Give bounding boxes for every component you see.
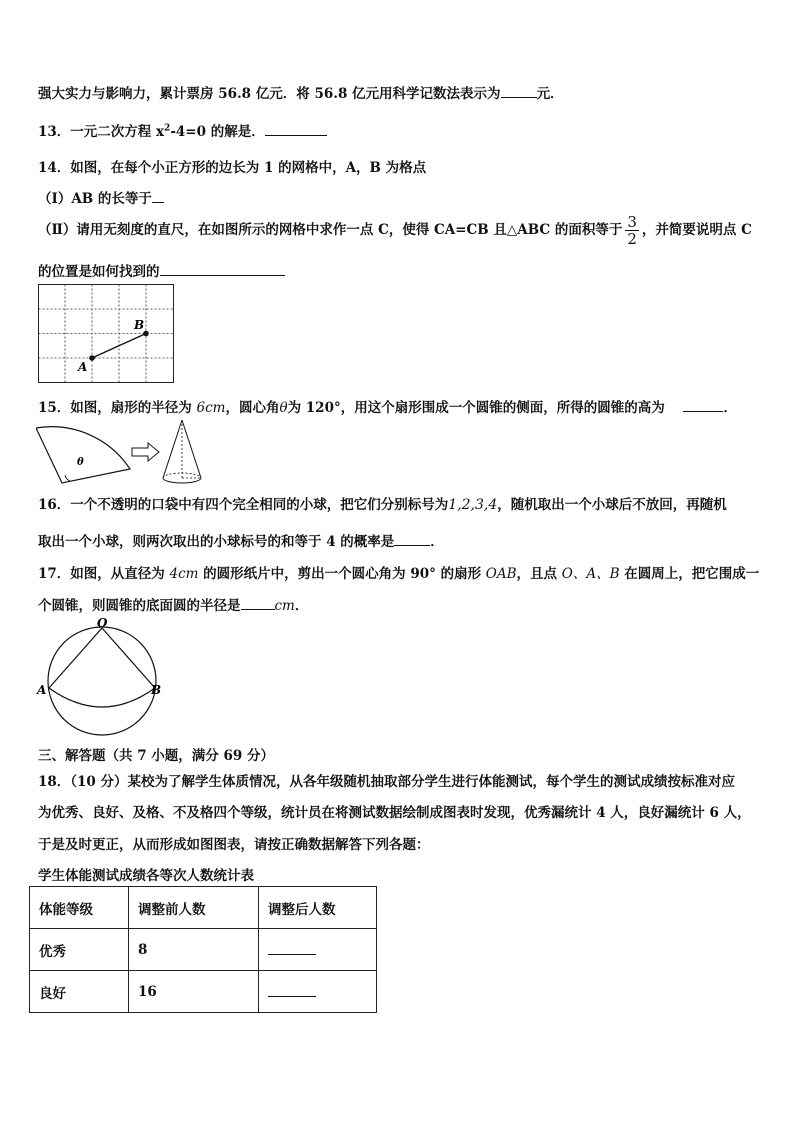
q15-answer-blank[interactable] [683,398,723,412]
label-o: O [97,618,108,630]
q12-text: 强大实力与影响力，累计票房 56.8 亿元．将 56.8 亿元用科学记数法表示为 [38,86,501,102]
arrow-icon [132,443,159,461]
q18-line1: 18．（10 分）某校为了解学生体质情况，从各年级随机抽取部分学生进行体能测试，每个学生的测试成绩按标准对应 [38,774,736,790]
row-before: 8 [129,929,259,971]
q13-exponent: 2 [164,123,171,134]
outer-circle [48,627,156,735]
q17-text-3: ，且点 [516,566,562,582]
q16-text-1: 16．一个不透明的口袋中有四个完全相同的小球，把它们分别标号为 [38,497,449,513]
q15-theta: θ [279,400,288,416]
header-before: 调整前人数 [129,887,259,929]
q14-frac-num: 3 [627,213,637,231]
q13-line [38,120,327,140]
q14-part2-line2-text: 的位置是如何找到的 [38,264,160,280]
q17-text-1: 17．如图，从直径为 [38,566,170,582]
header-after: 调整后人数 [259,887,377,929]
q14-part2-text-end: ，并简要说明点 C [641,222,752,238]
q14-fraction [625,214,639,247]
q14-part2-blank[interactable] [160,262,285,276]
row-after-blank[interactable] [259,971,377,1013]
q17-line2-text: 个圆锥，则圆锥的底面圆的半径是 [38,598,241,614]
table-row [30,929,377,971]
sector-arc [49,688,155,707]
table-header-row [30,887,377,929]
row-level: 优秀 [30,929,129,971]
q13-text-end: -4=0 的解是． [170,124,265,140]
row-before: 16 [129,971,259,1013]
label-b: B [151,683,162,697]
q16-text-2: ，随机取出一个小球后不放回，再随机 [497,497,727,513]
q14-part1-blank[interactable] [152,189,164,203]
q17-sector-name: OAB [485,566,517,582]
q16-line2-text: 取出一个小球，则两次取出的小球标号的和等于 4 的概率是 [38,534,395,550]
section-3-title: 三、解答题（共 7 小题，满分 69 分） [38,748,274,764]
q15-line [38,396,737,416]
q16-answer-blank[interactable] [394,532,430,546]
q17-points: O、A、B [561,566,620,582]
q18-line3: 于是及时更正，从而形成如图图表，请按正确数据解答下列各题： [38,837,430,853]
q16-line2 [38,530,444,550]
q16-labels: 1,2,3,4 [448,497,498,513]
q12-text-end: 元． [536,86,564,102]
stats-table [29,886,377,1013]
header-level: 体能等级 [30,887,129,929]
row-after-blank[interactable] [259,929,377,971]
row-level: 良好 [30,971,129,1013]
q13-text: 13．一元二次方程 x [38,124,165,140]
q15-text-1: 15．如图，扇形的半径为 [38,400,192,416]
q15-figure [36,418,216,486]
q14-stem: 14．如图，在每个小正方形的边长为 1 的网格中，A，B 为格点 [38,160,427,176]
q15-radius: 6cm [196,400,226,416]
q14-grid-figure [38,284,175,384]
label-a: A [37,683,47,697]
q14-frac-den: 2 [627,230,637,248]
q12-answer-blank[interactable] [501,84,537,98]
q17-end: ． [294,598,309,614]
q16-line1 [38,493,727,513]
q15-text-2: ，圆心角 [225,400,280,416]
point-a [89,355,95,361]
q17-line2 [38,594,308,614]
q13-answer-blank[interactable] [265,122,327,136]
radius-ob [102,628,155,688]
q14-part2 [38,214,752,247]
q15-text-end: ． [723,400,737,416]
q18-line2: 为优秀、良好、及格、不及格四个等级，统计员在将测试数据绘制成图表时发现，优秀漏统计 4 人，良好漏统计 6 人， [38,805,751,821]
q14-part1-text: （Ⅰ）AB 的长等于 [38,191,152,207]
q16-line2-end: ． [430,534,444,550]
q14-part1 [38,187,164,207]
q15-angle-label: θ [77,457,84,468]
q17-text-4: 在圆周上，把它围成一 [619,566,760,582]
q17-diameter: 4cm [169,566,199,582]
q12-line [38,82,564,102]
sector-shape [36,427,130,483]
q17-answer-blank[interactable] [241,596,275,610]
q14-part2-line2 [38,260,285,280]
table-title: 学生体能测试成绩各等次人数统计表 [38,868,254,884]
q17-line1 [38,562,759,582]
q17-unit: cm [274,598,295,614]
label-a: A [78,360,88,374]
cone-icon [163,420,201,483]
radius-oa [49,628,102,688]
q14-part2-text: （Ⅱ）请用无刻度的直尺，在如图所示的网格中求作一点 C，使得 CA=CB 且△ABC 的面积等于 [38,222,623,238]
q15-text-3: 为 120°，用这个扇形围成一个圆锥的侧面，所得的圆锥的高为 [287,400,665,416]
table-row [30,971,377,1013]
q17-figure [36,618,166,740]
q17-text-2: 的圆形纸片中，剪出一个圆心角为 90° 的扇形 [198,566,486,582]
label-b: B [134,318,145,332]
